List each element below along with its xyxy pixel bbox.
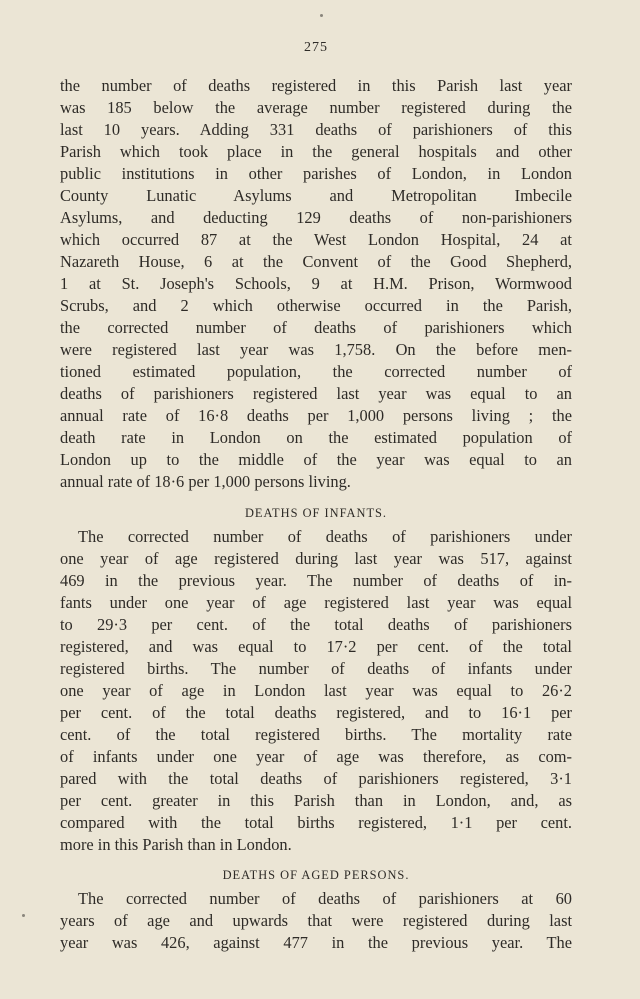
margin-speck xyxy=(22,914,25,917)
paragraph-line: death rate in London on the estimated population of xyxy=(60,428,572,447)
paragraph-line: deaths of parishioners registered last year was equal to an xyxy=(60,384,572,403)
paragraph-line: one year of age registered during last year was 517, against xyxy=(60,549,572,568)
aged-paragraph xyxy=(60,888,572,954)
paragraph-line: 1 at St. Joseph's Schools, 9 at H.M. Prison, Wormwood xyxy=(60,274,572,293)
paragraph-line: 469 in the previous year. The number of deaths of in- xyxy=(60,571,572,590)
paragraph-line: last 10 years. Adding 331 deaths of parishioners of this xyxy=(60,120,572,139)
paragraph-line: the number of deaths registered in this Parish last year xyxy=(60,76,572,95)
paragraph-line: more in this Parish than in London. xyxy=(60,835,292,854)
paragraph-line: London up to the middle of the year was equal to an xyxy=(60,450,572,469)
paragraph-line: County Lunatic Asylums and Metropolitan Imbecile xyxy=(60,186,572,205)
paragraph-line: cent. of the total registered births. The mortality rate xyxy=(60,725,572,744)
paragraph-line: to 29·3 per cent. of the total deaths of parishioners xyxy=(60,615,572,634)
paragraph-line: per cent. of the total deaths registered, and to 16·1 per xyxy=(60,703,572,722)
paragraph-line: fants under one year of age registered last year was equal xyxy=(60,593,572,612)
paragraph-line: annual rate of 18·6 per 1,000 persons living. xyxy=(60,472,351,491)
paragraph-line: per cent. greater in this Parish than in London, and, as xyxy=(60,791,572,810)
section-heading-aged: DEATHS OF AGED PERSONS. xyxy=(222,868,410,882)
paragraph-line: were registered last year was 1,758. On the before men- xyxy=(60,340,572,359)
intro-paragraph xyxy=(60,75,572,493)
paragraph-line: year was 426, against 477 in the previous year. The xyxy=(60,933,572,952)
paragraph-line: tioned estimated population, the corrected number of xyxy=(60,362,572,381)
paragraph-line: years of age and upwards that were registered during last xyxy=(60,911,572,930)
paragraph-line: registered births. The number of deaths of infants under xyxy=(60,659,572,678)
document-page xyxy=(60,0,572,999)
paragraph-line: Parish which took place in the general hospitals and other xyxy=(60,142,572,161)
paragraph-line: was 185 below the average number registered during the xyxy=(60,98,572,117)
paragraph-line: registered, and was equal to 17·2 per cent. of the total xyxy=(60,637,572,656)
paragraph-line: which occurred 87 at the West London Hospital, 24 at xyxy=(60,230,572,249)
paragraph-line: The corrected number of deaths of parishioners at 60 xyxy=(78,889,572,908)
margin-speck xyxy=(320,14,323,17)
paragraph-line: compared with the total births registered, 1·1 per cent. xyxy=(60,813,572,832)
paragraph-line: Asylums, and deducting 129 deaths of non-parishioners xyxy=(60,208,572,227)
page-number: 275 xyxy=(304,40,328,55)
paragraph-line: the corrected number of deaths of parishioners which xyxy=(60,318,572,337)
paragraph-line: public institutions in other parishes of London, in London xyxy=(60,164,572,183)
section-heading-infants: DEATHS OF INFANTS. xyxy=(244,506,388,520)
paragraph-line: of infants under one year of age was therefore, as com- xyxy=(60,747,572,766)
paragraph-line: The corrected number of deaths of parishioners under xyxy=(78,527,572,546)
paragraph-line: annual rate of 16·8 deaths per 1,000 persons living ; the xyxy=(60,406,572,425)
paragraph-line: one year of age in London last year was equal to 26·2 xyxy=(60,681,572,700)
paragraph-line: Scrubs, and 2 which otherwise occurred in the Parish, xyxy=(60,296,572,315)
paragraph-line: Nazareth House, 6 at the Convent of the Good Shepherd, xyxy=(60,252,572,271)
infants-paragraph xyxy=(60,526,572,856)
paragraph-line: pared with the total deaths of parishioners registered, 3·1 xyxy=(60,769,572,788)
